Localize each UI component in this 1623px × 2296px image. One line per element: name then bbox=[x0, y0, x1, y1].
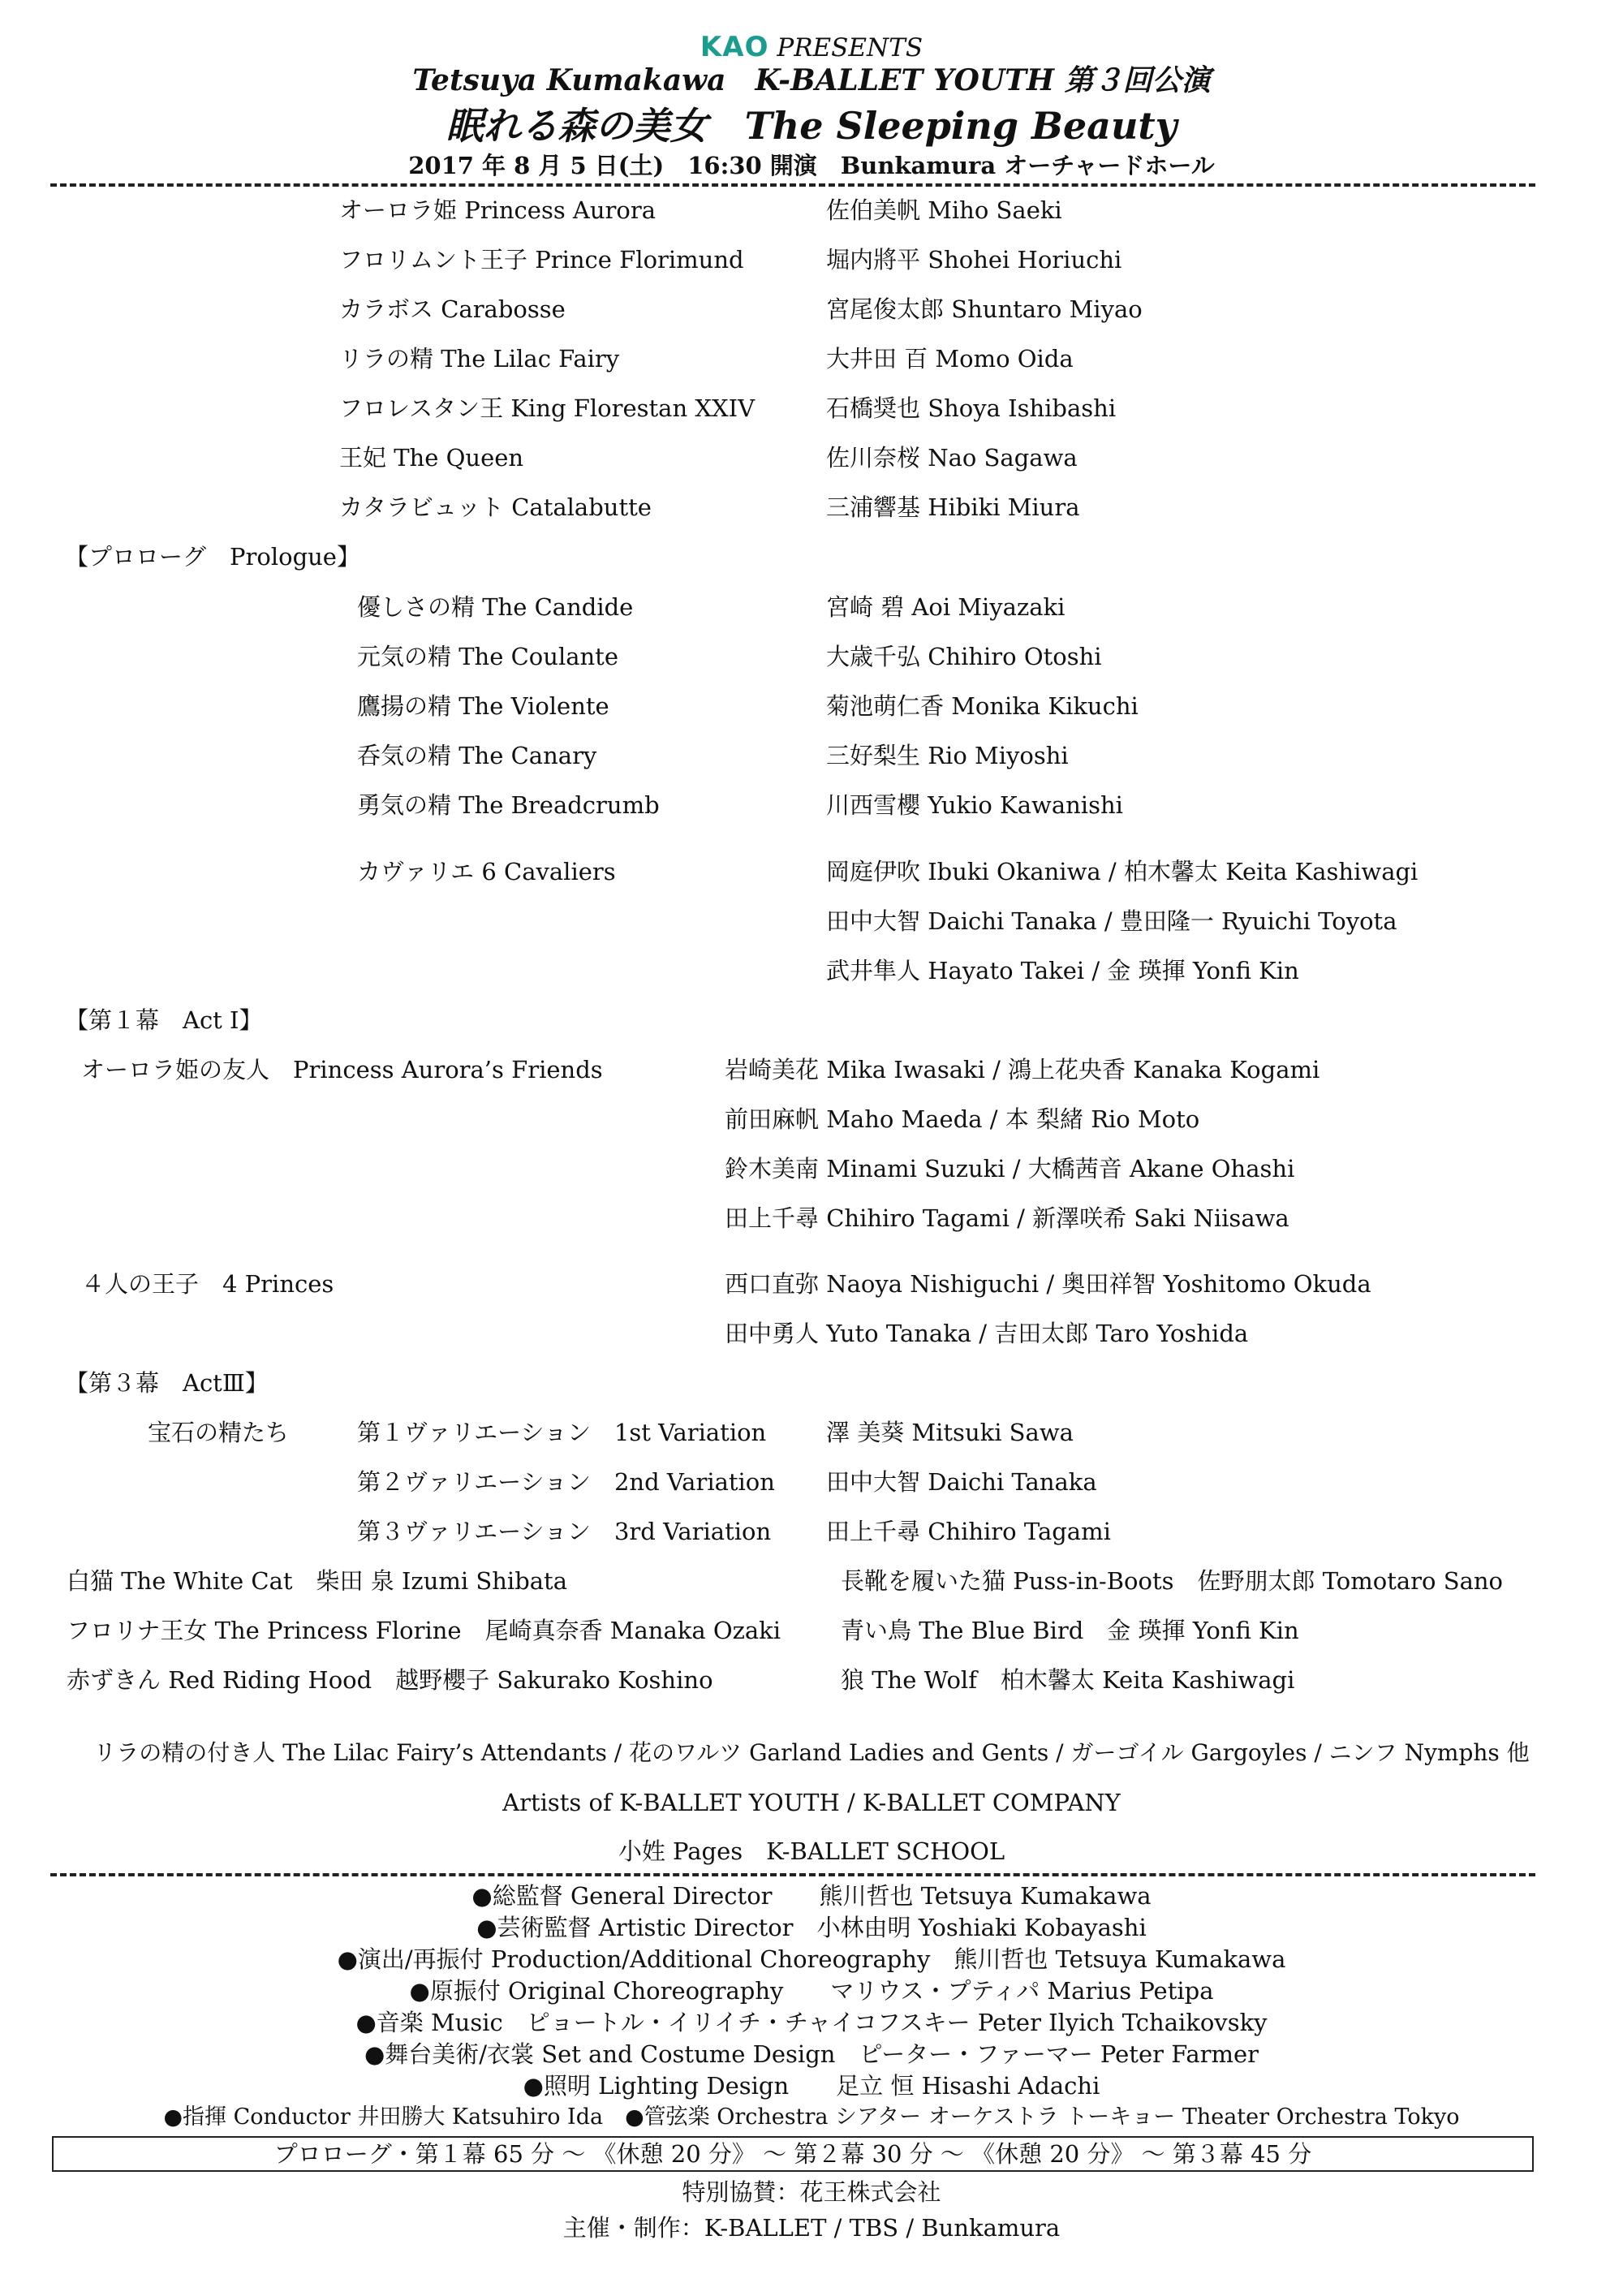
cast: 佐伯美帆 Miho Saeki bbox=[826, 196, 1062, 224]
role: フロレスタン王 King Florestan XXIV bbox=[339, 394, 756, 422]
cast-line: 田中大智 Daichi Tanaka / 豊田隆一 Ryuichi Toyota bbox=[826, 907, 1397, 935]
cast-line: 武井隼人 Hayato Takei / 金 瑛揮 Yonfi Kin bbox=[826, 957, 1299, 984]
character-line: 白猫 The White Cat 柴田 泉 Izumi Shibata bbox=[67, 1567, 568, 1595]
cast: 澤 美葵 Mitsuki Sawa bbox=[826, 1419, 1074, 1446]
cast: 田上千尋 Chihiro Tagami bbox=[826, 1518, 1111, 1545]
role: 元気の精 The Coulante bbox=[357, 643, 619, 670]
page-title: 眠れる森の美女 The Sleeping Beauty bbox=[446, 104, 1177, 148]
role: 勇気の精 The Breadcrumb bbox=[357, 791, 660, 819]
role: カタラビュット Catalabutte bbox=[339, 493, 652, 521]
cast: 三浦響基 Hibiki Miura bbox=[826, 493, 1080, 521]
credit-line: ●舞台美術/衣裳 Set and Costume Design ピーター・ファーマー Peter Farmer bbox=[364, 2040, 1259, 2068]
cast: 大井田 百 Momo Oida bbox=[826, 345, 1074, 373]
cast: 宮崎 碧 Aoi Miyazaki bbox=[826, 593, 1065, 621]
character-line: 長靴を履いた猫 Puss-in-Boots 佐野朋太郎 Tomotaro Sano bbox=[841, 1567, 1503, 1595]
credit-line: ●総監督 General Director 熊川哲也 Tetsuya Kumakawa bbox=[471, 1882, 1152, 1910]
cast: 佐川奈桜 Nao Sagawa bbox=[826, 444, 1078, 472]
cast-line: 岡庭伊吹 Ibuki Okaniwa / 柏木馨太 Keita Kashiwagi bbox=[826, 858, 1419, 885]
credit-line: ●演出/再振付 Production/Additional Choreography 熊川哲也 Tetsuya Kumakawa bbox=[337, 1945, 1286, 1973]
cast-line: 西口直弥 Naoya Nishiguchi / 奥田祥智 Yoshitomo Okuda bbox=[725, 1270, 1371, 1298]
ensemble-artists: Artists of K-BALLET YOUTH / K-BALLET COMPANY bbox=[502, 1789, 1121, 1816]
cast: 菊池萌仁香 Monika Kikuchi bbox=[826, 692, 1139, 720]
character-line: 狼 The Wolf 柏木馨太 Keita Kashiwagi bbox=[841, 1666, 1295, 1694]
princes-role: ４人の王子 4 Princes bbox=[81, 1270, 334, 1298]
date-venue: 2017 年 8 月 5 日(土) 16:30 開演 Bunkamura オーチャードホール bbox=[408, 152, 1215, 179]
sponsor: 特別協賛：花王株式会社 bbox=[682, 2178, 941, 2206]
act3-heading: 【第３幕 ActⅢ】 bbox=[65, 1369, 269, 1397]
production-title: Tetsuya Kumakawa K-BALLET YOUTH 第３回公演 bbox=[412, 63, 1211, 97]
organizer: 主催・制作：K-BALLET / TBS / Bunkamura bbox=[562, 2214, 1061, 2242]
role: 第２ヴァリエーション 2nd Variation bbox=[357, 1468, 775, 1496]
kao-logo: KAO bbox=[700, 31, 769, 63]
role: 呑気の精 The Canary bbox=[357, 742, 597, 769]
ensemble-pages: 小姓 Pages K-BALLET SCHOOL bbox=[618, 1837, 1005, 1865]
role: 第３ヴァリエーション 3rd Variation bbox=[357, 1518, 772, 1545]
character-line: フロリナ王女 The Princess Florine 尾崎真奈香 Manaka Ozaki bbox=[67, 1617, 781, 1644]
cast-line: 鈴木美南 Minami Suzuki / 大橋茜音 Akane Ohashi bbox=[725, 1155, 1295, 1182]
cast: 石橋奨也 Shoya Ishibashi bbox=[826, 394, 1117, 422]
role: オーロラ姫 Princess Aurora bbox=[339, 196, 657, 224]
credit-line: ●照明 Lighting Design 足立 恒 Hisashi Adachi bbox=[523, 2072, 1100, 2100]
character-line: 青い鳥 The Blue Bird 金 瑛揮 Yonfi Kin bbox=[841, 1617, 1299, 1644]
cavaliers-role: カヴァリエ 6 Cavaliers bbox=[357, 858, 616, 885]
bottom-divider bbox=[50, 1873, 1535, 1876]
cast-line: 田中勇人 Yuto Tanaka / 吉田太郎 Taro Yoshida bbox=[725, 1320, 1249, 1347]
role: 優しさの精 The Candide bbox=[357, 593, 634, 621]
cast-line: 岩崎美花 Mika Iwasaki / 鴻上花央香 Kanaka Kogami bbox=[725, 1056, 1320, 1083]
friends-role: オーロラ姫の友人 Princess Aurora’s Friends bbox=[81, 1056, 603, 1083]
credit-line: ●指揮 Conductor 井田勝大 Katsuhiro Ida ●管弦楽 Orchestra シアター オーケストラ トーキョー Theater Orchestra Tokyo bbox=[163, 2104, 1460, 2130]
credit-line: ●音楽 Music ピョートル・イリイチ・チャイコフスキー Peter Ilyich Tchaikovsky bbox=[355, 2009, 1268, 2036]
cast: 宮尾俊太郎 Shuntaro Miyao bbox=[826, 295, 1143, 323]
cast-line: 前田麻帆 Maho Maeda / 本 梨緒 Rio Moto bbox=[725, 1105, 1200, 1133]
top-divider bbox=[50, 183, 1535, 187]
act1-heading: 【第１幕 Act Ⅰ】 bbox=[65, 1006, 263, 1034]
cast: 大歳千弘 Chihiro Otoshi bbox=[826, 643, 1102, 670]
role: フロリムント王子 Prince Florimund bbox=[339, 246, 744, 274]
role: リラの精 The Lilac Fairy bbox=[339, 345, 620, 373]
cast: 堀内將平 Shohei Horiuchi bbox=[826, 246, 1122, 274]
cast: 三好梨生 Rio Miyoshi bbox=[826, 742, 1069, 769]
jewels-label: 宝石の精たち bbox=[148, 1419, 290, 1446]
role: 第１ヴァリエーション 1st Variation bbox=[357, 1419, 767, 1446]
prologue-heading: 【プロローグ Prologue】 bbox=[65, 543, 360, 571]
credit-line: ●芸術監督 Artistic Director 小林由明 Yoshiaki Kobayashi bbox=[476, 1914, 1147, 1941]
running-time-box: プロローグ・第１幕 65 分 〜 《休憩 20 分》 〜 第２幕 30 分 〜 《休憩 20 分》 〜 第３幕 45 分 bbox=[52, 2136, 1534, 2172]
character-line: 赤ずきん Red Riding Hood 越野櫻子 Sakurako Koshino bbox=[67, 1666, 713, 1694]
credit-line: ●原振付 Original Choreography マリウス・プティパ Marius Petipa bbox=[409, 1977, 1214, 2005]
cast-line: 田上千尋 Chihiro Tagami / 新澤咲希 Saki Niisawa bbox=[725, 1204, 1289, 1232]
ensemble-roles: リラの精の付き人 The Lilac Fairy’s Attendants / 花のワルツ Garland Ladies and Gents / ガーゴイル Gargoyles / ニンフ Nymphs 他 bbox=[93, 1739, 1530, 1766]
cast: 田中大智 Daichi Tanaka bbox=[826, 1468, 1097, 1496]
presents-label: PRESENTS bbox=[777, 33, 923, 62]
cast: 川西雪櫻 Yukio Kawanishi bbox=[826, 791, 1123, 819]
presented-by bbox=[0, 31, 1623, 64]
role: カラボス Carabosse bbox=[339, 295, 566, 323]
role: 王妃 The Queen bbox=[339, 444, 524, 472]
role: 鷹揚の精 The Violente bbox=[357, 692, 609, 720]
